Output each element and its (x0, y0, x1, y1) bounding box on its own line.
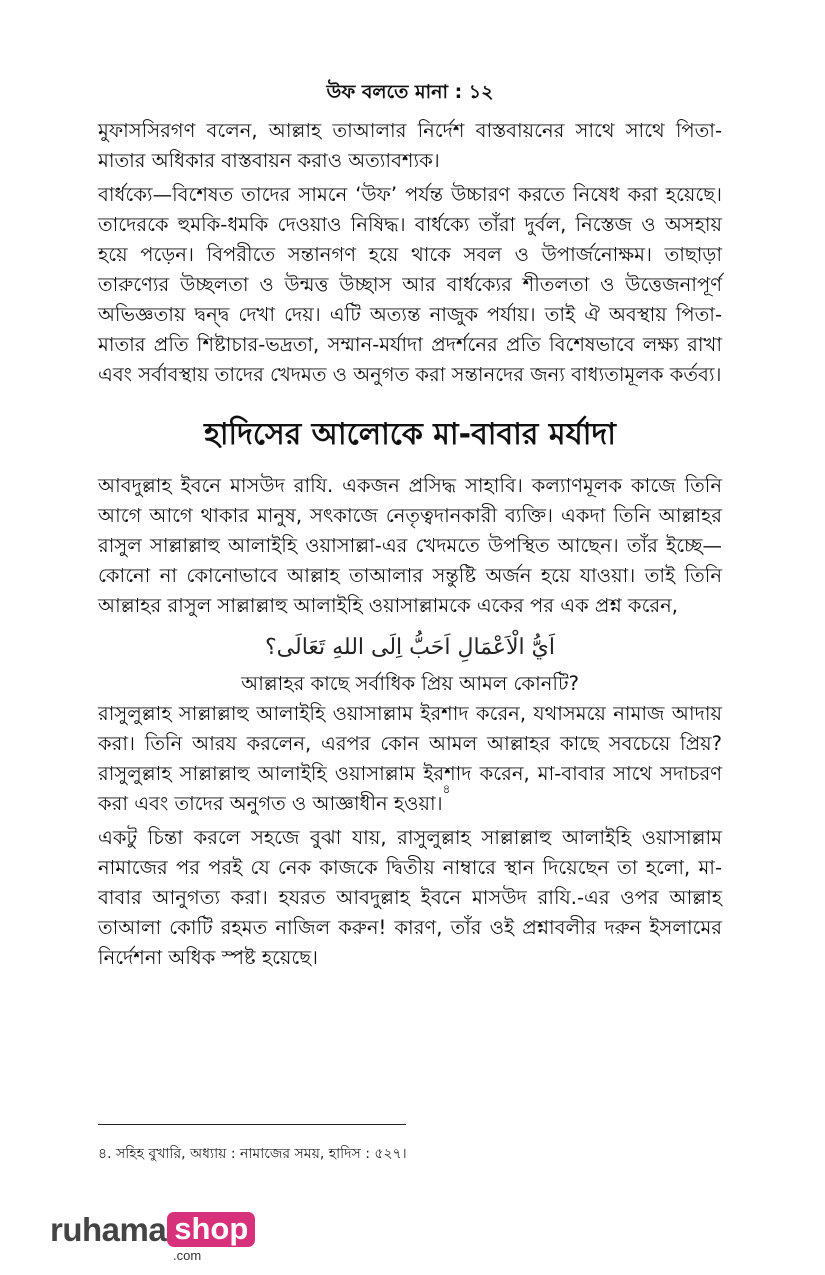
paragraph-intro: আবদুল্লাহ ইবনে মাসউদ রাযি. একজন প্রসিদ্ধ সাহাবি। কল্যাণমূলক কাজে তিনি আগে আগে থাকার মানুষ, সৎকাজে নেতৃত্বদানকারী ব্যক্তি। একদা তিনি আল্লাহর রাসুল সাল্লাল্লাহু আলাইহি ওয়াসাল্লা-এর খেদমতে উপস্থিত আছেন। তাঁর ইচ্ছে—কোনো না কোনোভাবে আল্লাহ তাআলার সন্তুষ্টি অর্জন হয়ে যাওয়া। তাই তিনি আল্লাহর রাসুল সাল্লাল্লাহু আলাইহি ওয়াসাল্লামকে একের পর এক প্রশ্ন করেন, (98, 474, 722, 617)
running-head: উফ বলতে মানা : ১২ (326, 81, 494, 103)
logo-text-ruhama: ruhama (50, 1211, 167, 1248)
arabic-quote: اَيُّ الْاَعْمَالِ اَحَبُّ اِلَى اللهِ تَعَالَى؟ (264, 635, 555, 660)
paragraph-tafsir: মুফাসসিরগণ বলেন, আল্লাহ তাআলার নির্দেশ বাস্তবায়নের সাথে সাথে পিতা-মাতার অধিকার বাস্তবায়ন করাও অত্যাবশ্যক। (98, 119, 722, 172)
paragraph-old-age: বার্ধক্যে—বিশেষত তাদের সামনে ‘উফ’ পর্যন্ত উচ্চারণ করতে নিষেধ করা হয়েছে। তাদেরকে হুমকি-ধমকি দেওয়াও নিষিদ্ধ। বার্ধক্যে তাঁরা দুর্বল, নিস্তেজ ও অসহায় হয়ে পড়েন। বিপরীতে সন্তানগণ হয়ে থাকে সবল ও উপার্জনোক্ষম। তাছাড়া তারুণ্যের উচ্ছলতা ও উন্মত্ত উচ্ছাস আর বার্ধক্যের শীতলতা ও উত্তেজনাপূর্ণ অভিজ্ঞতায় দ্বন্দ্ব দেখা দেয়। এটি অত্যন্ত নাজুক পর্যায়। তাই ঐ অবস্থায় পিতা-মাতার প্রতি শিষ্টাচার-ভদ্রতা, সম্মান-মর্যাদা প্রদর্শনের প্রতি বিশেষভাবে লক্ষ্য রাখা এবং সর্বাবস্থায় তাদের খেদমত ও অনুগত করা সন্তানদের জন্য বাধ্যতামূলক কর্তব্য। (98, 183, 722, 386)
logo-text-com: .com (173, 1248, 202, 1263)
paragraph-answer (98, 699, 722, 819)
publisher-logo (50, 1211, 255, 1263)
paragraph-reflection: একটু চিন্তা করলে সহজে বুঝা যায়, রাসুলুল্লাহ সাল্লাল্লাহু আলাইহি ওয়াসাল্লাম নামাজের পর পরই যে নেক কাজকে দ্বিতীয় নাম্বারে স্থান দিয়েছেন তা হলো, মা-বাবার আনুগত্য করা। হযরত আবদুল্লাহ ইবনে মাসউদ রাযি.-এর ওপর আল্লাহ তাআলা কোটি রহমত নাজিল করুন! কারণ, তাঁর ওই প্রশ্নাবলীর দরুন ইসলামের নির্দেশনা অধিক স্পষ্ট হয়েছে। (98, 826, 722, 969)
section-heading: হাদিসের আলোকে মা-বাবার মর্যাদা (204, 417, 616, 452)
footnote-divider (98, 1124, 406, 1125)
logo-text-shop: shop (167, 1212, 255, 1247)
footnote-marker: ৪ (442, 782, 451, 796)
page-body (98, 78, 722, 973)
footnote: ৪. সহিহ বুখারি, অধ্যায় : নামাজের সময়, হাদিস : ৫২৭। (98, 1146, 407, 1162)
paragraph-answer-text: রাসুলুল্লাহ সাল্লাল্লাহু আলাইহি ওয়াসাল্লাম ইরশাদ করেন, যথাসময়ে নামাজ আদায় করা। তিনি আরয করলেন, এরপর কোন আমল আল্লাহর কাছে সবচেয়ে প্রিয়? রাসুলুল্লাহ সাল্লাল্লাহু আলাইহি ওয়াসাল্লাম ইরশাদ করেন, মা-বাবার সাথে সদাচরণ করা এবং তাদের অনুগত ও আজ্ঞাধীন হওয়া। (98, 702, 722, 815)
quote-translation: আল্লাহর কাছে সর্বাধিক প্রিয় আমল কোনটি? (241, 672, 579, 695)
